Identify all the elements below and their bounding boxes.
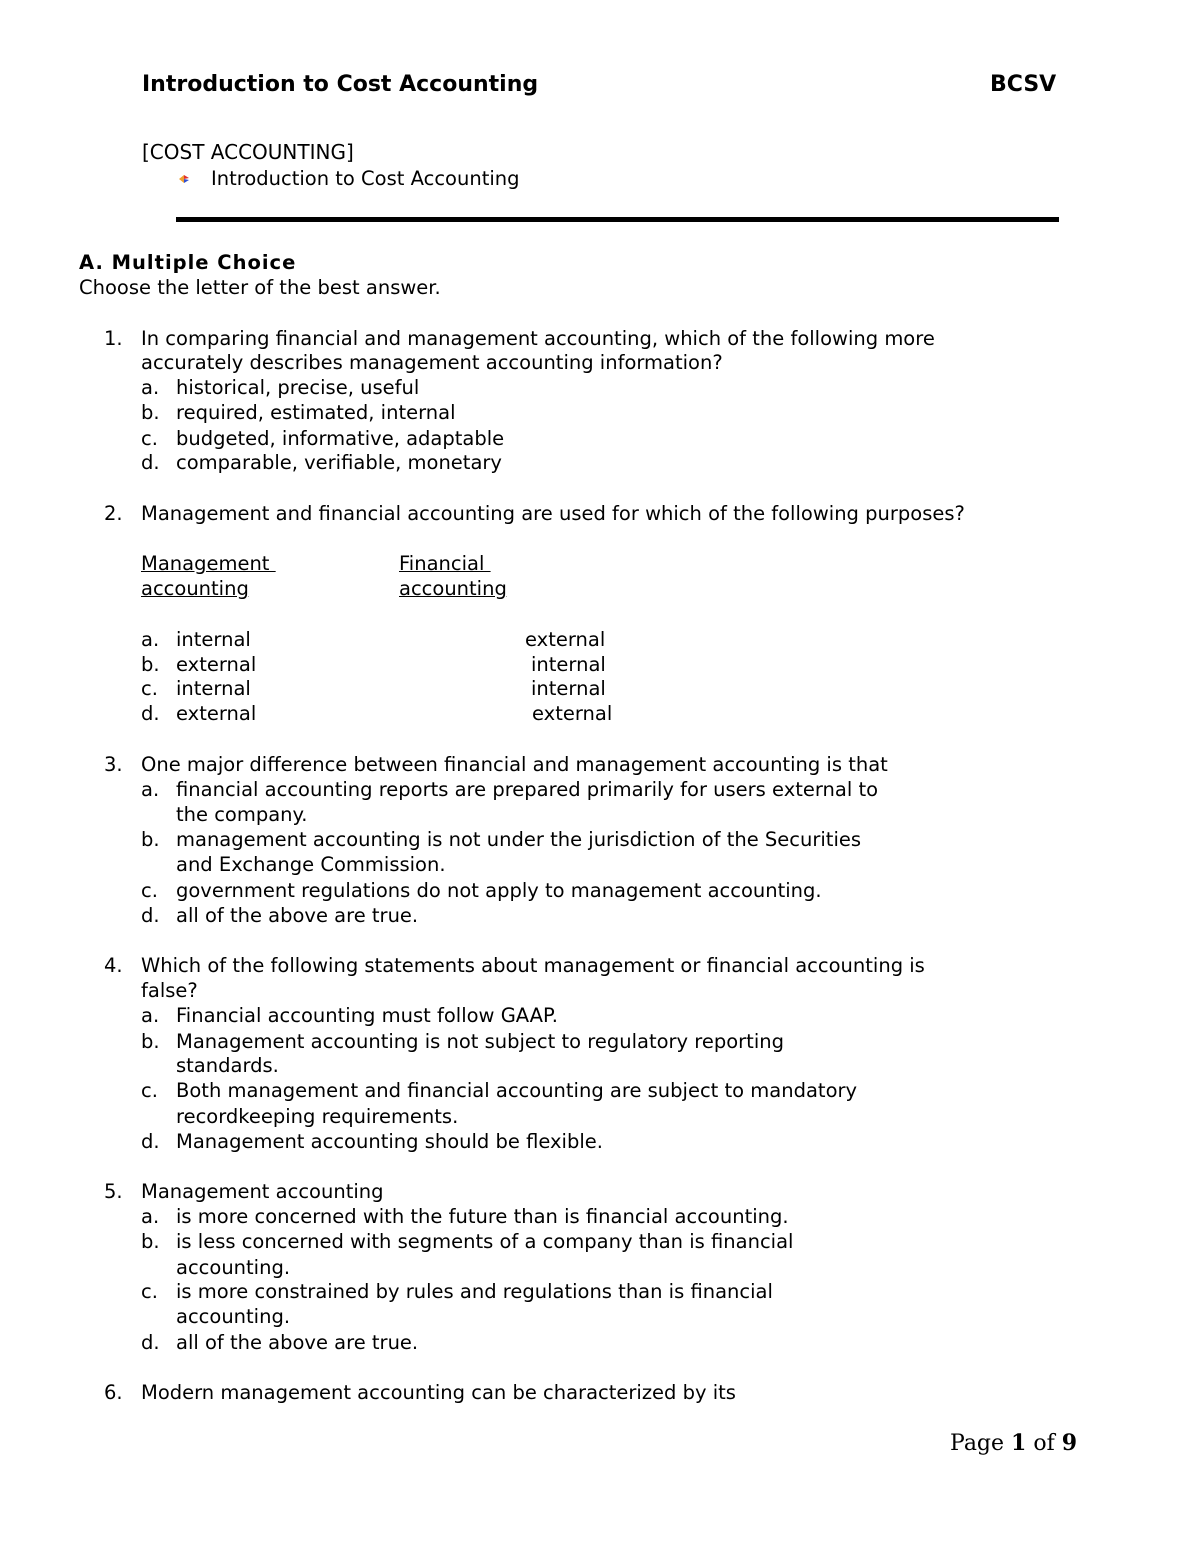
option-letter: d. [141, 451, 160, 474]
option-text: and Exchange Commission. [176, 853, 446, 876]
option-letter: b. [141, 1230, 160, 1253]
option-text: historical, precise, useful [176, 376, 420, 399]
question-text: In comparing financial and management accounting, which of the following more [141, 327, 935, 350]
option-text: required, estimated, internal [176, 401, 456, 424]
document-code: BCSV [990, 72, 1057, 97]
option-text: budgeted, informative, adaptable [176, 427, 505, 450]
option-letter: d. [141, 1331, 160, 1354]
question-number: 1. [104, 327, 123, 350]
question-text: Which of the following statements about management or financial accounting is [141, 954, 925, 977]
option-text: Management accounting should be flexible. [176, 1130, 603, 1153]
question-number: 6. [104, 1381, 123, 1404]
document-title: Introduction to Cost Accounting [142, 72, 539, 97]
option-management: internal [176, 628, 251, 651]
option-text: Financial accounting must follow GAAP. [176, 1004, 558, 1027]
option-letter: a. [141, 628, 160, 651]
option-text: comparable, verifiable, monetary [176, 451, 502, 474]
option-letter: a. [141, 1004, 160, 1027]
column-header-financial: accounting [399, 577, 507, 600]
question-text: One major difference between financial and management accounting is that [141, 753, 888, 776]
question-text: Modern management accounting can be characterized by its [141, 1381, 736, 1404]
option-letter: b. [141, 653, 160, 676]
option-letter: c. [141, 677, 158, 700]
question-number: 5. [104, 1180, 123, 1203]
section-title: A. Multiple Choice [79, 251, 297, 274]
option-letter: b. [141, 1030, 160, 1053]
question-number: 2. [104, 502, 123, 525]
column-header-financial: Financial [399, 552, 491, 575]
option-letter: c. [141, 427, 158, 450]
column-header-management: accounting [141, 577, 249, 600]
option-financial: external [532, 702, 613, 725]
option-letter: d. [141, 702, 160, 725]
total-page-count: 9 [1061, 1430, 1078, 1456]
option-letter: c. [141, 1079, 158, 1102]
option-text: Both management and financial accounting are subject to mandatory [176, 1079, 858, 1102]
bullet-icon [178, 173, 190, 185]
option-text: management accounting is not under the jurisdiction of the Securities [176, 828, 862, 851]
option-text: Management accounting is not subject to regulatory reporting [176, 1030, 784, 1053]
page-number-footer [950, 1430, 1078, 1457]
option-letter: d. [141, 904, 160, 927]
option-financial: internal [531, 677, 606, 700]
option-text: all of the above are true. [176, 904, 419, 927]
question-number: 3. [104, 753, 123, 776]
option-text: all of the above are true. [176, 1331, 419, 1354]
option-letter: d. [141, 1130, 160, 1153]
option-financial: internal [531, 653, 606, 676]
option-management: external [176, 653, 257, 676]
option-text: recordkeeping requirements. [176, 1105, 459, 1128]
option-text: the company. [176, 803, 308, 826]
section-instruction: Choose the letter of the best answer. [79, 276, 441, 299]
option-letter: b. [141, 828, 160, 851]
question-text: false? [141, 979, 198, 1002]
horizontal-rule [176, 217, 1059, 222]
column-header-management: Management [141, 552, 276, 575]
option-text: government regulations do not apply to management accounting. [176, 879, 822, 902]
option-financial: external [525, 628, 606, 651]
question-number: 4. [104, 954, 123, 977]
option-management: external [176, 702, 257, 725]
option-letter: a. [141, 1205, 160, 1228]
option-text: is more constrained by rules and regulations than is financial [176, 1280, 773, 1303]
option-letter: a. [141, 376, 160, 399]
option-text: is less concerned with segments of a company than is financial [176, 1230, 794, 1253]
option-text: accounting. [176, 1305, 291, 1328]
current-page-number: 1 [1011, 1430, 1027, 1456]
option-text: standards. [176, 1054, 279, 1077]
page-word: Page [950, 1431, 1005, 1456]
question-text: Management and financial accounting are used for which of the following purposes? [141, 502, 965, 525]
option-letter: c. [141, 1280, 158, 1303]
topic-label: [COST ACCOUNTING] [142, 140, 354, 164]
option-text: financial accounting reports are prepared primarily for users external to [176, 778, 879, 801]
option-letter: b. [141, 401, 160, 424]
option-text: is more concerned with the future than is financial accounting. [176, 1205, 789, 1228]
of-word: of [1033, 1431, 1055, 1456]
option-text: accounting. [176, 1256, 291, 1279]
topic-item: Introduction to Cost Accounting [211, 167, 520, 190]
question-text: Management accounting [141, 1180, 384, 1203]
option-letter: a. [141, 778, 160, 801]
option-letter: c. [141, 879, 158, 902]
question-text: accurately describes management accounting information? [141, 351, 723, 374]
option-management: internal [176, 677, 251, 700]
